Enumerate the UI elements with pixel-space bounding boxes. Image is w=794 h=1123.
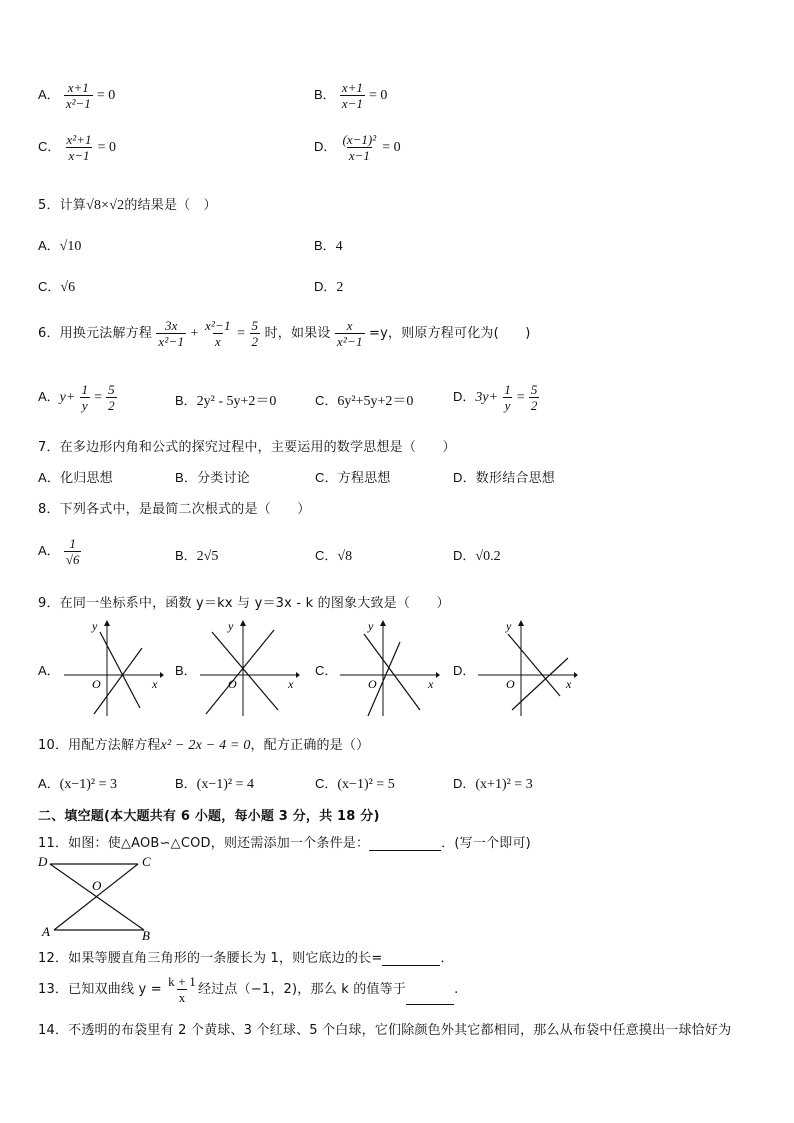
q14-stem: 14．不透明的布袋里有 2 个黄球、3 个红球、5 个白球，它们除颜色外其它都相同，那么从布袋中任意摸出一球恰好为 [38,1023,732,1038]
y-axis-arrow [518,620,524,626]
svg-text:O: O [506,677,515,691]
line-2 [94,648,142,714]
x-axis-arrow [574,672,578,678]
q12-stem: 12．如果等腰直角三角形的一条腰长为 1，则它底边的长= ． [38,951,454,966]
q9-option-a-label[interactable]: A． [38,663,60,678]
q10-option-b[interactable]: B．(x−1)² = 4 [175,776,254,792]
svg-text:y: y [368,619,374,633]
x-axis-arrow [296,672,300,678]
x-axis-arrow [436,672,440,678]
q4-a-fraction: $\frac{x+1}{\text{x²−1}}$ [65,80,91,111]
q8-option-c[interactable]: C．√8 [315,548,353,564]
q9-stem: 9．在同一坐标系中，函数 y＝kx 与 y＝3x - k 的图象大致是（ ） [38,596,450,611]
svg-text:O: O [92,878,102,893]
q5-option-c[interactable]: C．√6 [38,279,76,295]
y-axis-arrow [240,620,246,626]
q9-option-c-label[interactable]: C． [315,663,338,678]
svg-text:A: A [42,924,50,939]
q4-c-fraction: $\frac{\text{x²+1}}{x-1}$ [66,132,92,163]
q9-option-b-label[interactable]: B． [175,663,197,678]
q8-option-b[interactable]: B．2√5 [175,548,219,564]
q8-option-d[interactable]: D．√0.2 [453,548,501,564]
q11-stem: 11．如图：使△AOB∽△COD，则还需添加一个条件是： ．(写一个即可) [38,836,531,851]
svg-text:C: C [142,854,151,869]
q7-option-a[interactable]: A．化归思想 [38,470,113,486]
line-2 [364,634,420,710]
q6-option-d[interactable]: D．3y+ $\frac{1}{y}$ = $\frac{5}{2}$ [453,382,538,413]
svg-text:D: D [38,854,48,869]
q4-option-a[interactable]: A． $\frac{x+1}{\text{x²−1}}$ = 0 [38,80,116,111]
segment-db [50,864,144,930]
x-axis-arrow [160,672,164,678]
svg-text:O: O [228,677,237,691]
q9-graph-a[interactable] [62,618,164,718]
q11-figure [34,852,164,942]
line-2 [212,632,278,710]
q5-option-a[interactable]: A．√10 [38,238,82,254]
svg-text:x: x [288,677,294,691]
q6-stem: 6．用换元法解方程 $\frac{3x}{\text{x²−1}}$ + $\frac{\text{x²−1}}{x}$ = $\frac{5}{2}$ 时，如果设 $\frac{x}{\text{x²−1}}$ =y，则原方程可化为( ) [38,318,531,349]
q6-option-c[interactable]: C．6y²+5y+2＝0 [315,393,414,409]
q13-answer-blank[interactable] [406,991,454,1005]
q7-option-b[interactable]: B．分类讨论 [175,470,250,486]
q7-option-d[interactable]: D．数形结合思想 [453,470,555,486]
q10-option-a[interactable]: A．(x−1)² = 3 [38,776,117,792]
svg-text:O: O [368,677,377,691]
q4-b-fraction: $\frac{x+1}{x-1}$ [341,80,363,111]
q12-answer-blank[interactable] [382,952,440,966]
q9-graph-d[interactable] [476,618,580,718]
q8-option-a[interactable]: A． $\frac{1}{√6}$ [38,536,80,567]
svg-text:y: y [506,619,512,633]
svg-text:x: x [152,677,158,691]
q9-graph-b[interactable] [198,618,300,718]
q8-stem: 8．下列各式中，是最简二次根式的是（ ） [38,502,311,517]
segment-ca [54,864,138,930]
q4-option-b[interactable]: B． $\frac{x+1}{x-1}$ = 0 [314,80,388,111]
q9-option-d-label[interactable]: D． [453,663,476,678]
q11-answer-blank[interactable] [369,837,441,851]
q10-option-c[interactable]: C．(x−1)² = 5 [315,776,395,792]
q10-stem: 10．用配方法解方程x² − 2x − 4 = 0，配方正确的是（） [38,738,370,753]
line-1 [508,634,560,696]
q4-option-d[interactable]: D． $\frac{\text{(x−1)²}}{x-1}$ = 0 [314,132,401,163]
q7-option-c[interactable]: C．方程思想 [315,470,391,486]
q9-graph-c[interactable] [338,618,440,718]
svg-text:O: O [92,677,101,691]
q5-option-b[interactable]: B．4 [314,238,343,254]
q6-option-a[interactable]: A．y+ $\frac{1}{y}$ = $\frac{5}{2}$ [38,382,115,413]
line-2 [512,658,568,710]
q5-stem: 5．计算√8×√2的结果是（ ） [38,198,217,213]
svg-text:B: B [142,928,150,942]
svg-text:y: y [228,619,234,633]
q5-option-d[interactable]: D．2 [314,279,344,295]
y-axis-arrow [104,620,110,626]
q7-stem: 7．在多边形内角和公式的探究过程中，主要运用的数学思想是（ ） [38,440,456,455]
svg-text:y: y [92,619,98,633]
line-1 [206,630,274,714]
q13-stem: 13．已知双曲线 y = $\frac{k + 1}{x}$ 经过点（−1，2)，那么 k 的值等于 . [38,974,459,1005]
svg-text:x: x [566,677,572,691]
q6-option-b[interactable]: B．2y² - 5y+2＝0 [175,393,277,409]
q4-d-fraction: $\frac{\text{(x−1)²}}{x-1}$ [342,132,377,163]
q10-option-d[interactable]: D．(x+1)² = 3 [453,776,533,792]
svg-text:x: x [428,677,434,691]
q4-option-c[interactable]: C． $\frac{\text{x²+1}}{x-1}$ = 0 [38,132,117,163]
section-2-title: 二、填空题(本大题共有 6 小题，每小题 3 分，共 18 分) [38,809,380,824]
y-axis-arrow [380,620,386,626]
